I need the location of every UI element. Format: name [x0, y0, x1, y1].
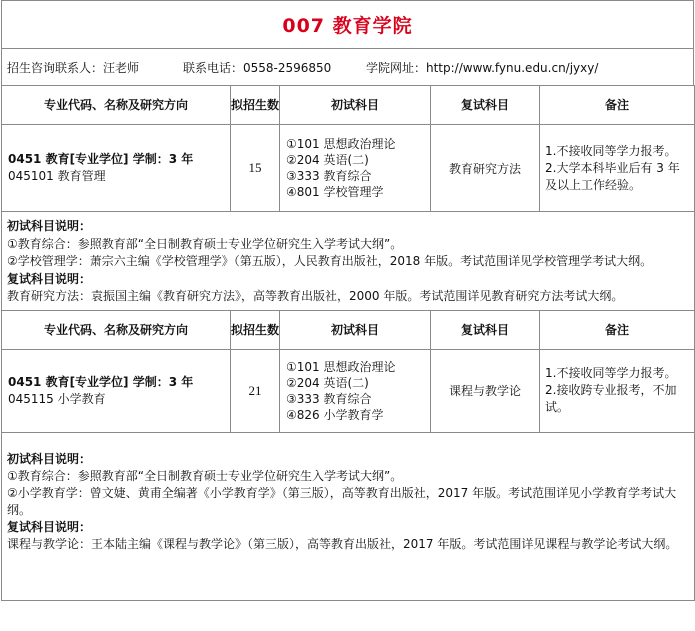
contact-phone: 联系电话：0558-2596850: [183, 60, 332, 75]
program-table: [1, 85, 695, 601]
remark-item: 2.大学本科毕业后有 3 年及以上工作经验。: [545, 160, 680, 192]
program-code-line: 0451 教育[专业学位] 学制：3 年: [8, 152, 194, 166]
program-row: [2, 125, 695, 212]
remark-item: 2.接收跨专业报考，不加试。: [545, 383, 677, 414]
header-initial: 初试科目: [280, 86, 431, 125]
note-text: ①教育综合：参照教育部“全日制教育硕士专业学位研究生入学考试大纲”。: [7, 236, 403, 251]
page-title: 007 教育学院: [282, 15, 413, 37]
contact-website[interactable]: 学院网址：http://www.fynu.edu.cn/jyxy/: [366, 60, 599, 75]
program-subjects: [280, 125, 431, 212]
note-text: 课程与教学论：王本陆主编《课程与教学论》（第三版），高等教育出版社，2017 年版。考试范围详见课程与教学论考试大纲。: [7, 536, 678, 551]
note-text: ②学校管理学：萧宗六主编《学校管理学》（第五版），人民教育出版社，2018 年版。考试范围详见学校管理学考试大纲。: [7, 254, 653, 268]
subject-item: ④801 学校管理学: [286, 185, 384, 199]
program-major-cell: [2, 125, 231, 212]
header-initial: 初试科目: [280, 310, 431, 349]
note-text: ①教育综合：参照教育部“全日制教育硕士专业学位研究生入学考试大纲”。: [7, 468, 403, 483]
header-remark: 备注: [540, 86, 695, 125]
subject-item: ①101 思想政治理论: [286, 359, 396, 374]
program-code-line: 0451 教育[专业学位] 学制：3 年: [8, 374, 194, 389]
header-retest: 复试科目: [431, 86, 540, 125]
program-quota: 21: [231, 349, 280, 432]
subject-item: ②204 英语(二): [286, 375, 369, 390]
note-heading: 复试科目说明：: [7, 271, 92, 286]
header-quota: 拟招生数: [231, 86, 280, 125]
program-quota: 15: [231, 125, 280, 212]
note-heading: 复试科目说明：: [7, 519, 92, 534]
program-retest: 教育研究方法: [431, 125, 540, 212]
subject-item: ③333 教育综合: [286, 169, 372, 183]
program-major-cell: [2, 349, 231, 432]
note-text: ②小学教育学：曾文婕、黄甫全编著《小学教育学》（第三版），高等教育出版社，2017 年版。考试范围详见小学教育学考试大纲。: [7, 485, 677, 517]
program-notes: [2, 432, 695, 600]
title-row: [1, 0, 694, 48]
subject-item: ④826 小学教育学: [286, 407, 384, 422]
subject-item: ②204 英语(二): [286, 153, 369, 167]
program-row: [2, 349, 695, 432]
notes-row: [2, 432, 695, 600]
note-text: 教育研究方法：袁振国主编《教育研究方法》，高等教育出版社，2000 年版。考试范围详见教育研究方法考试大纲。: [7, 289, 624, 303]
header-major: 专业代码、名称及研究方向: [2, 310, 231, 349]
note-heading: 初试科目说明：: [7, 219, 92, 233]
remark-item: 1.不接收同等学力报考。: [545, 366, 677, 380]
table-header-row: [2, 310, 695, 349]
program-remarks: [540, 125, 695, 212]
program-retest: 课程与教学论: [431, 349, 540, 432]
header-retest: 复试科目: [431, 310, 540, 349]
header-quota: 拟招生数: [231, 310, 280, 349]
table-header-row: [2, 86, 695, 125]
program-notes: [2, 212, 695, 311]
program-remarks: [540, 349, 695, 432]
subject-item: ③333 教育综合: [286, 391, 372, 406]
notes-row: [2, 212, 695, 311]
program-subjects: [280, 349, 431, 432]
header-major: 专业代码、名称及研究方向: [2, 86, 231, 125]
header-remark: 备注: [540, 310, 695, 349]
program-direction: 045101 教育管理: [8, 169, 106, 183]
admission-page: [1, 0, 694, 601]
subject-item: ①101 思想政治理论: [286, 137, 396, 151]
contact-person: 招生咨询联系人：汪老师: [7, 60, 140, 75]
remark-item: 1.不接收同等学力报考。: [545, 143, 677, 158]
program-direction: 045115 小学教育: [8, 391, 106, 406]
contact-row: [1, 48, 694, 85]
note-heading: 初试科目说明：: [7, 451, 92, 466]
